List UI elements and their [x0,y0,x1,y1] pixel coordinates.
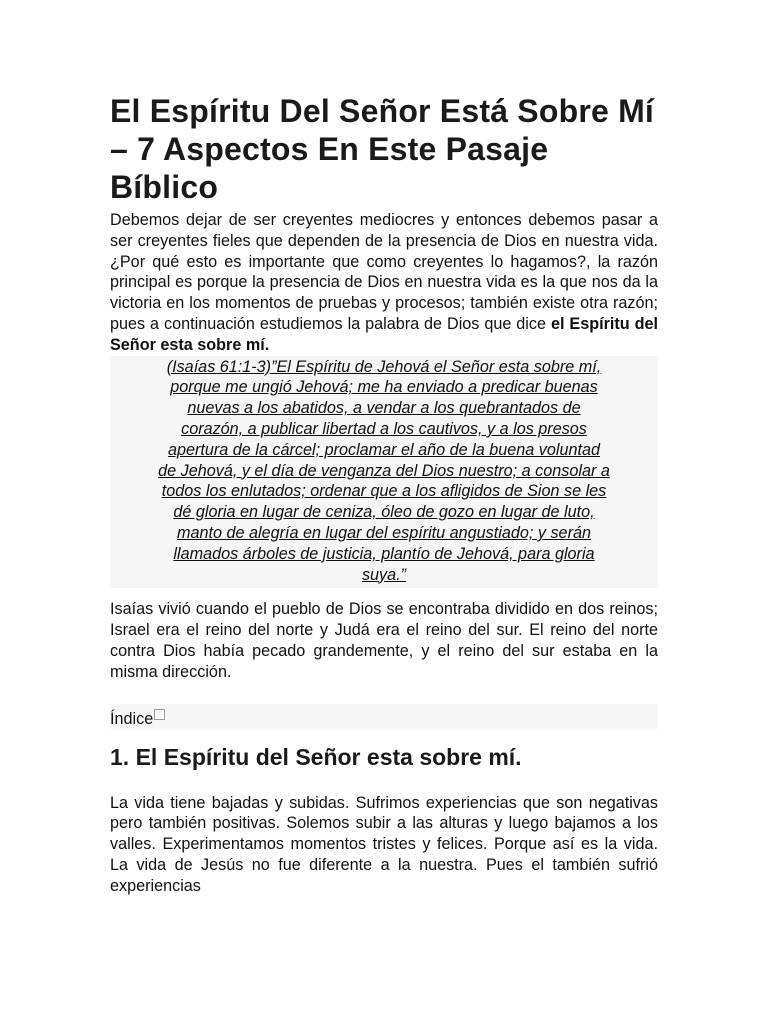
quote-line: corazón, a publicar libertad a los cautivos, y a los presos [181,419,587,438]
toc-label: Índice [110,709,154,728]
intro-paragraph [110,210,658,356]
quote-line: apertura de la cárcel; proclamar el año de la buena voluntad [168,440,600,459]
quote-line: dé gloria en lugar de ceniza, óleo de gozo en lugar de luto, [173,503,595,522]
intro-bold-phrase: el Espíritu del Señor esta sobre mí. [110,314,658,354]
toc-toggle-icon[interactable] [154,709,165,720]
intro-text: Debemos dejar de ser creyentes mediocres y entonces debemos pasar a ser creyentes fieles que dependen de la presencia de Dios en nuestra vida. ¿Por qué esto es importante que como creyentes lo hagamos?, la razón principal es porque la presencia de Dios en nuestra vida es la que nos da la victoria en los momentos de pruebas y procesos; también existe otra razón; pues a continuación estudiemos la palabra de Dios que dice [110,211,658,333]
table-of-contents[interactable] [110,704,658,729]
context-paragraph: Isaías vivió cuando el pueblo de Dios se encontraba dividido en dos reinos; Israel era el reino del norte y Judá era el reino del sur. El reino del norte contra Dios había pecado grandemente, y el reino del sur estaba en la misma dirección. [110,600,658,681]
quote-line: todos los enlutados; ordenar que a los afligidos de Sion se les [161,482,607,501]
document-page [110,92,658,897]
scripture-quote [110,356,658,589]
quote-line: nuevas a los abatidos, a vendar a los quebrantados de [187,399,581,418]
quote-line: de Jehová, y el día de venganza del Dios nuestro; a consolar a [158,461,610,480]
quote-line: (Isaías 61:1-3)”El Espíritu de Jehová el Señor esta sobre mí, [166,357,602,376]
section-heading: 1. El Espíritu del Señor esta sobre mí. [110,743,522,770]
quote-line: manto de alegría en lugar del espíritu angustiado; y serán [177,523,591,542]
quote-line: llamados árboles de justicia, plantío de Jehová, para gloria [173,544,595,563]
quote-line: suya.” [361,565,407,584]
quote-line: porque me ungió Jehová; me ha enviado a predicar buenas [170,378,598,397]
article-title: El Espíritu Del Señor Está Sobre Mí – 7 Aspectos En Este Pasaje Bíblico [110,93,655,205]
section-paragraph: La vida tiene bajadas y subidas. Sufrimos experiencias que son negativas pero también positivas. Solemos subir a las alturas y luego bajamos a los valles. Experimentamos momentos tristes y felices. Porque así es la vida. La vida de Jesús no fue diferente a la nuestra. Pues el también sufrió experiencias [110,793,658,895]
